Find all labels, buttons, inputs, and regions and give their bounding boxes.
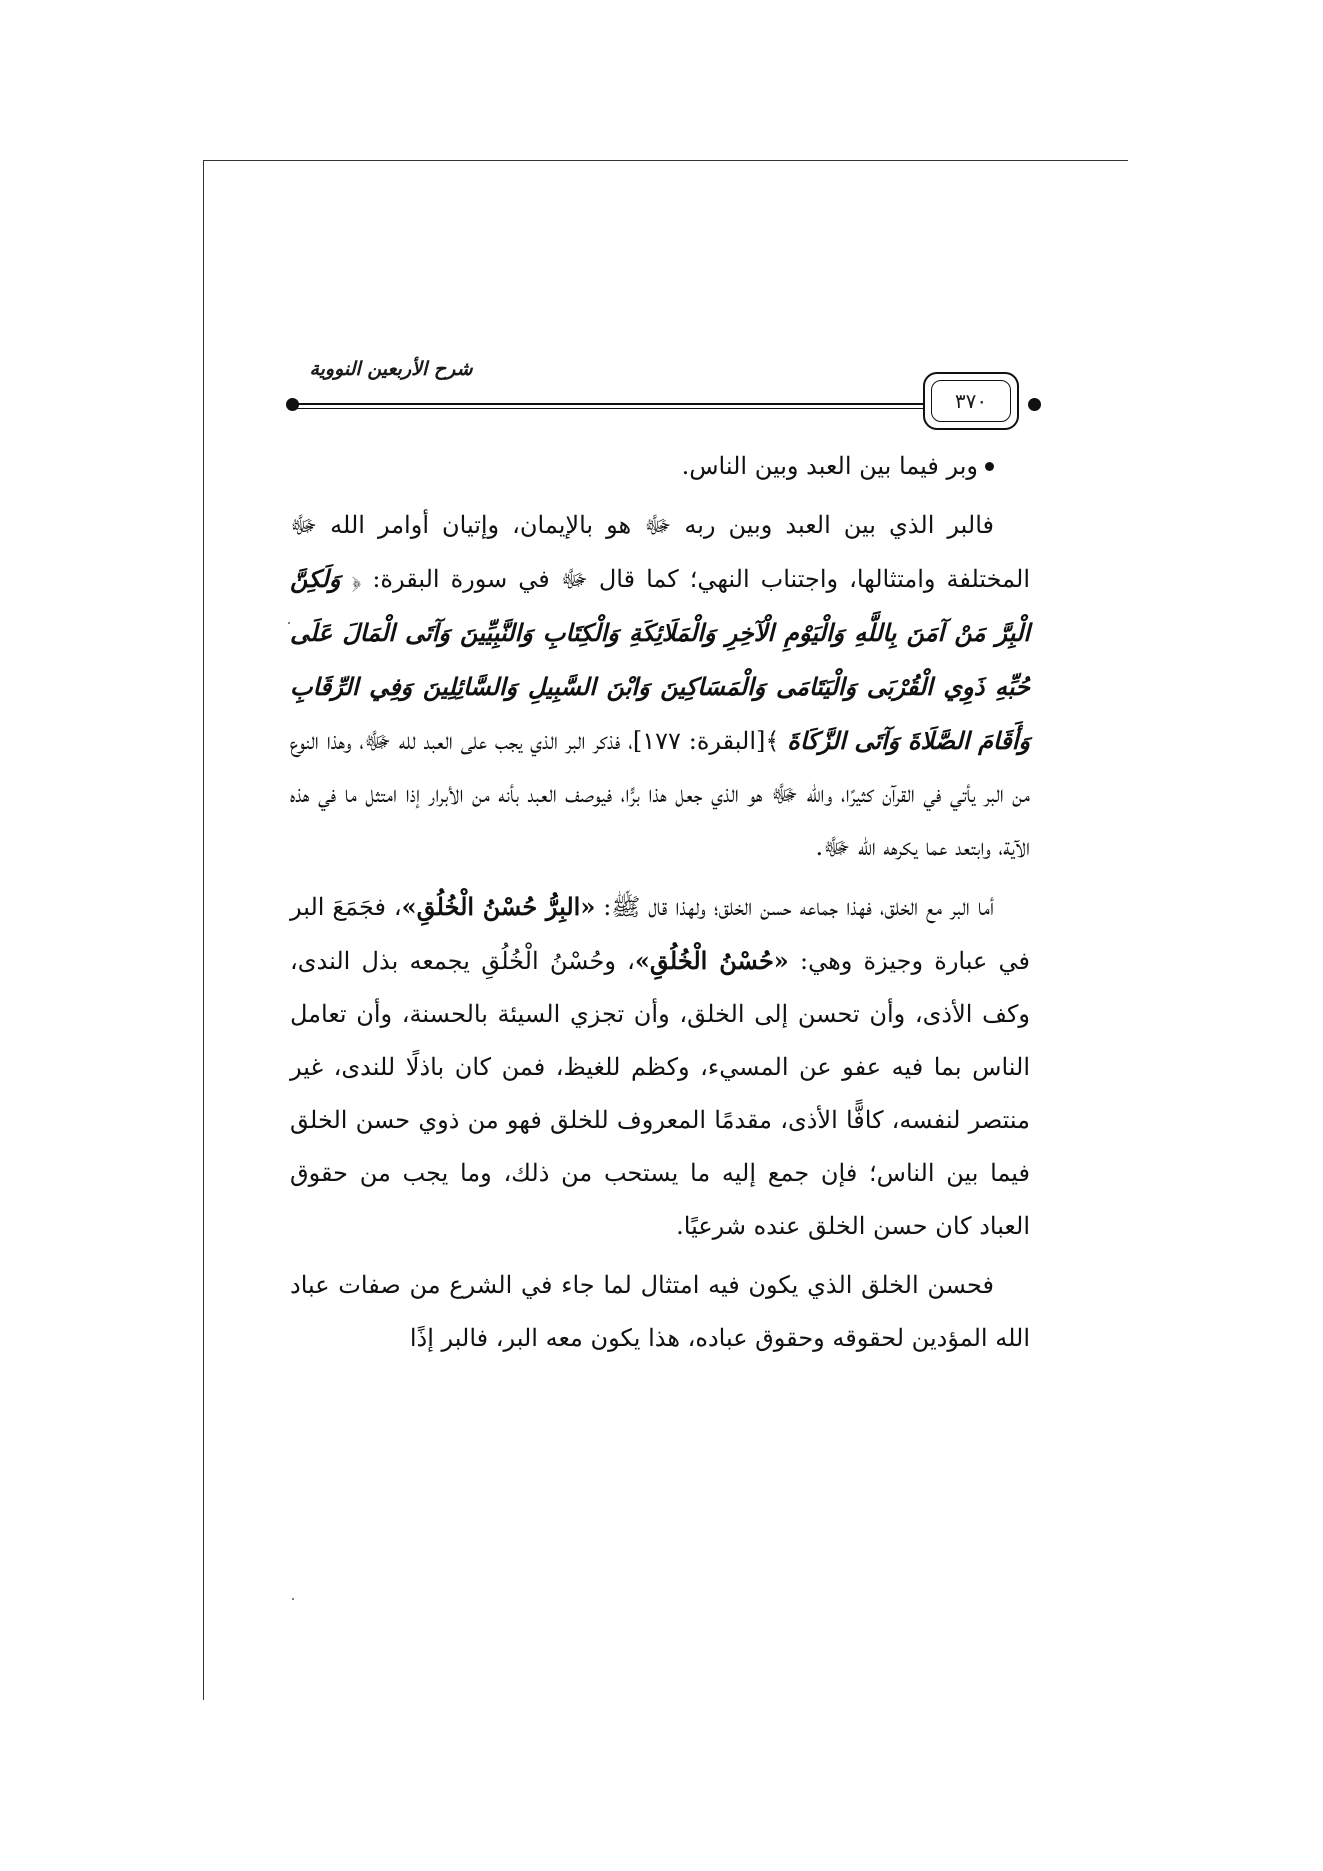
paragraph-1: [290, 499, 1030, 874]
paragraph-1-text-a: فالبر الذي بين العبد وبين ربه ﷻ هو بالإيمان، وإتيان أوامر الله ﷻ المختلفة وامتثالها، واجتناب النهي؛ كما قال ﷻ في سورة البقرة: ﴿: [290, 511, 1030, 593]
page-number: ٣٧٠: [931, 380, 1011, 422]
paragraph-3: فحسن الخلق الذي يكون فيه امتثال لما جاء في الشرع من صفات عباد الله المؤدين لحقوقه وحقوق عباده، هذا يكون معه البر، فالبر إذًا: [290, 1271, 1030, 1352]
paragraph-2: [290, 880, 1030, 1253]
page-number-badge: [923, 372, 1019, 430]
paragraph-2-text-b: ، فجَمَعَ البر في عبارة وجيزة وهي:: [290, 893, 1030, 975]
page-body: [290, 440, 1030, 1371]
bullet-item: [290, 440, 1030, 493]
book-title: شرح الأربعين النووية: [309, 358, 473, 380]
header-rule: [294, 403, 951, 409]
bullet-icon: [985, 462, 994, 471]
crop-mark-horizontal: [203, 160, 1128, 161]
hadith-quote-2: «حُسْنُ الْخُلُقِ»: [634, 946, 789, 975]
quran-verse: وَلَكِنَّ الْبِرَّ مَنْ آمَنَ بِاللَّهِ وَالْيَوْمِ الْآخِرِ وَالْمَلَائِكَةِ وَالْكِتَابِ وَالنَّبِيِّينَ وَآتَى الْمَالَ عَلَى حُبِّهِ ذَوِي الْقُرْبَى وَالْيَتَامَى وَالْمَسَاكِينَ وَابْنَ السَّبِيلِ وَالسَّائِلِينَ وَفِي الرِّقَابِ وَأَقَامَ الصَّلَاةَ وَآتَى الزَّكَاةَ: [290, 564, 1030, 755]
scan-speck: [292, 1598, 294, 1600]
paragraph-2-text-a: أما البر مع الخلق، فهذا جماعه حسن الخلق؛ ولهذا قال ﷺ:: [603, 893, 994, 921]
hadith-quote-1: «البِرُّ حُسْنُ الْخُلُقِ»: [401, 892, 596, 921]
paragraph-1-text-b: ﴾[البقرة: ١٧٧]، فذكر البر الذي يجب على العبد لله ﷻ، وهذا النوع من البر يأتي في القرآن كثيرًا، والله ﷻ هو الذي جعل هذا برًّا، فيوصف العبد بأنه من الأبرار إذا امتثل ما في هذه الآية، وابتعد عما يكرهه الله ﷻ.: [290, 727, 1030, 861]
page-header: [286, 358, 1041, 428]
bullet-text: وبر فيما بين العبد وبين الناس.: [681, 452, 978, 480]
paragraph-2-text-c: ، وحُسْنُ الْخُلُقِ يجمعه بذل الندى، وكف الأذى، وأن تحسن إلى الخلق، وأن تجزي السيئة بالحسنة، وأن تعامل الناس بما فيه عفو عن المسيء، وكظم للغيظ، فمن كان باذلًا للندى، غير منتصر لنفسه، كافًّا الأذى، مقدمًا المعروف للخلق فهو من ذوي حسن الخلق فيما بين الناس؛ فإن جمع إليه ما يستحب من ذلك، وما يجب من حقوق العباد كان حسن الخلق عنده شرعيًا.: [290, 947, 1030, 1240]
header-right-dot-ornament: [1028, 398, 1041, 411]
crop-mark-vertical: [203, 160, 204, 1700]
header-left-dot-ornament: [286, 398, 299, 411]
